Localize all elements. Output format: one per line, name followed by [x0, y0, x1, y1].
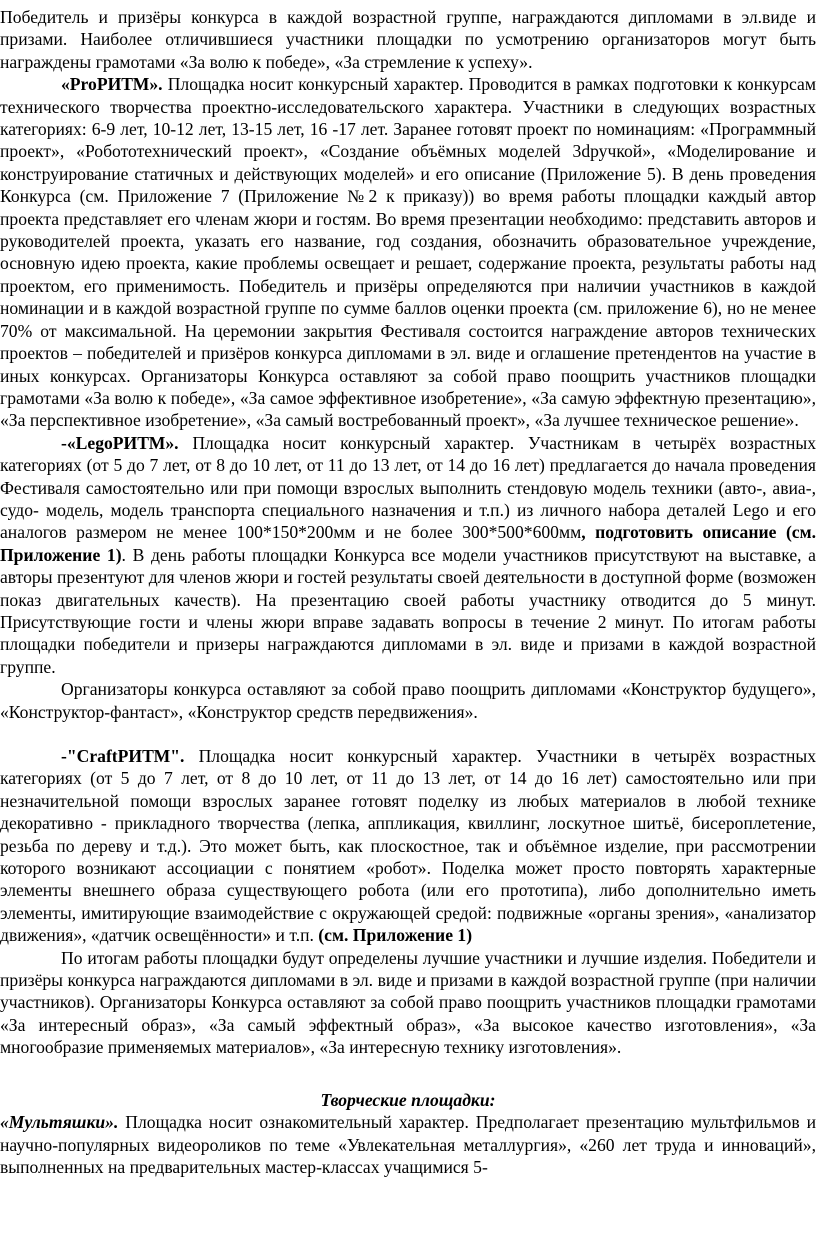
paragraph-prorhythm [0, 73, 816, 432]
legorhythm-body-b: . В день работы площадки Конкурса все модели участников присутствуют на выставке, а авторы презентуют для членов жюри и гостей результаты своей деятельности в доступной форме (возможен показ двигательных качеств). На презентацию своей работы участнику отводится до 5 минут. Присутствующие гости и члены жюри вправе задавать вопросы в течение 2 минут. По итогам работы площадки победители и призеры награждаются дипломами в эл. виде и призами в каждой возрастной группе. [0, 544, 816, 677]
prorhythm-title: «ProРИТМ». [61, 74, 163, 95]
craftrhythm-body: Площадка носит конкурсный характер. Участники в четырёх возрастных категориях (от 5 до 7 лет, от 8 до 10 лет, от 11 до 13 лет, от 14 до 16 лет) самостоятельно или при незначительной помощи взрослых заранее готовят поделку из любых материалов в любой технике декоративно - прикладного творчества (лепка, аппликация, квиллинг, лоскутное шитьё, бисероплетение, резьба по дереву и т.д.). Это может быть, как плоскостное, так и объёмное изделие, при рассмотрении которого возникают ассоциации с понятием «робот». Поделка может просто повторять характерные элементы внешнего образа существующего робота (или его прототипа), либо дополнительно иметь элементы, имитирующие взаимодействие с окружающей средой: подвижные «органы зрения», «анализатор движения», «датчик освещённости» и т.п. [0, 746, 816, 946]
craftrhythm-title: -"CraftРИТМ". [61, 746, 185, 766]
paragraph-multyashki [0, 1111, 816, 1178]
paragraph-legorhythm [0, 432, 816, 678]
legorhythm-bold-note: , подготовить описание (см. Приложение 1) [0, 522, 816, 565]
multyashki-body: Площадка носит ознакомительный характер. Предполагает презентацию мультфильмов и научно-популярных видеороликов по теме «Увлекательная металлургия», «260 лет труда и инноваций», выполненных на предварительных мастер-классах учащимися 5- [0, 1112, 816, 1177]
paragraph-craft-results: По итогам работы площадки будут определены лучшие участники и лучшие изделия. Победители и призёры конкурса награждаются дипломами в эл. виде и призами в каждой возрастной группе (при наличии участников). Организаторы Конкурса оставляют за собой право поощрить участников площадки грамотами «За интересный образ», «За самый эффектный образ», «За высокое качество изготовления», «За многообразие применяемых материалов», «За интересную технику изготовления». [0, 947, 816, 1058]
spacer [0, 723, 816, 745]
spacer [0, 1059, 816, 1089]
prorhythm-body: Площадка носит конкурсный характер. Проводится в рамках подготовки к конкурсам технического творчества проектно-исследовательского характера. Участники в следующих возрастных категориях: 6-9 лет, 10-12 лет, 13-15 лет, 16 -17 лет. Заранее готовят проект по номинациям: «Программный проект», «Робототехнический проект», «Создание объёмных моделей 3dручкой», «Моделирование и конструирование статичных и действующих моделей» и его описание (Приложение 5). В день проведения Конкурса (см. Приложение 7 (Приложение №2 к приказу)) во время работы площадки каждый автор проекта представляет его членам жюри и гостям. Во время презентации необходимо: представить авторов и руководителей проекта, указать его название, год создания, обозначить образовательное учреждение, основную идею проекта, какие проблемы освещает и решает, содержание проекта, результаты работы над проектом, его применимость. Победитель и призёры определяются при наличии участников в каждой номинации и в каждой возрастной группе по сумме баллов оценки проекта (см. приложение 6), но не менее 70% от максимальной. На церемонии закрытия Фестиваля состоится награждение авторов технических проектов – победителей и призёров конкурса дипломами в эл. виде и оглашение претендентов на участие в иных конкурсах. Организаторы Конкурса оставляют за собой право поощрить участников площадки грамотами «За волю к победе», «За самое эффективное изобретение», «За самую эффектную презентацию», «За перспективное изобретение», «За самый востребованный проект», «За лучшее техническое решение». [0, 74, 816, 431]
multyashki-title: «Мультяшки». [0, 1112, 119, 1133]
paragraph-craftrhythm [0, 745, 816, 947]
creative-heading-text: Творческие площадки: [320, 1089, 496, 1110]
section-heading-creative [0, 1089, 816, 1111]
legorhythm-body-a: Площадка носит конкурсный характер. Участникам в четырёх возрастных категориях (от 5 до 7 лет, от 8 до 10 лет, от 11 до 13 лет, от 14 до 16 лет) предлагается до начала проведения Фестиваля самостоятельно или при помощи взрослых выполнить стендовую модель техники (авто-, авиа-, судо- модель, модель транспорта специального назначения и т.п.) из личного набора деталей Lego и его аналогов размером не менее 100*150*200мм и не более 300*500*600мм [0, 432, 816, 543]
craftrhythm-bold-note: (см. Приложение 1) [313, 925, 473, 946]
legorhythm-title: -«LegoРИТМ». [61, 432, 179, 453]
paragraph-organizers-lego: Организаторы конкурса оставляют за собой право поощрить дипломами «Конструктор будущего», «Конструктор-фантаст», «Конструктор средств передвижения». [0, 679, 816, 722]
paragraph-winners: Победитель и призёры конкурса в каждой возрастной группе, награждаются дипломами в эл.виде и призами. Наиболее отличившиеся участники площадки по усмотрению организаторов могут быть награждены грамотами «За волю к победе», «За стремление к успеху». [0, 7, 816, 72]
